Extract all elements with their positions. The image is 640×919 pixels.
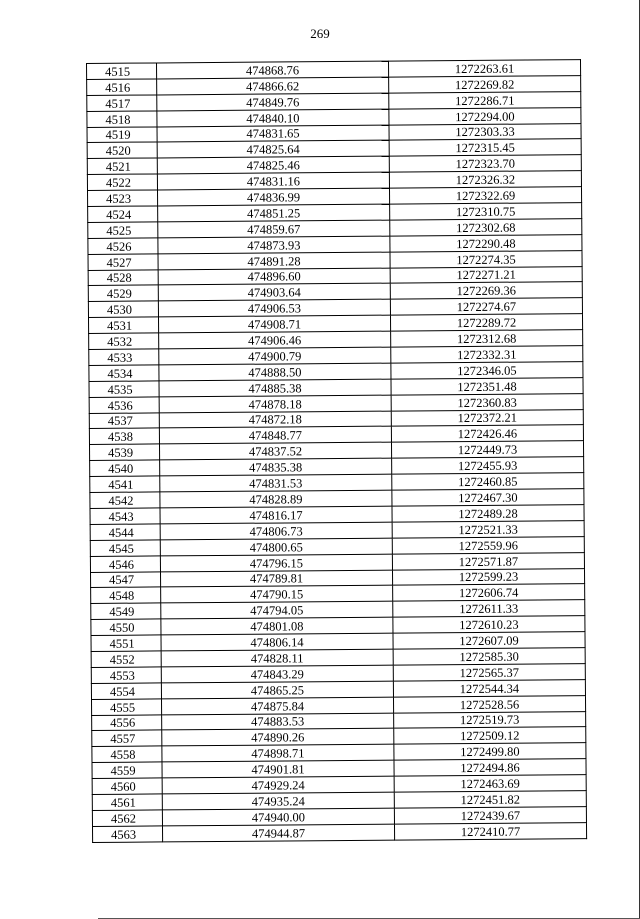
point-id-cell: 4542 — [90, 492, 160, 508]
x-coordinate-cell: 474865.25 — [161, 681, 393, 699]
x-coordinate-cell: 474831.53 — [160, 474, 392, 492]
page-number: 269 — [310, 26, 330, 41]
y-coordinate-cell: 1272269.36 — [390, 282, 582, 299]
y-coordinate-cell: 1272303.33 — [389, 123, 581, 140]
point-id-cell: 4529 — [88, 285, 158, 301]
x-coordinate-cell: 474885.38 — [159, 379, 391, 397]
y-coordinate-cell: 1272263.61 — [388, 60, 580, 77]
point-id-cell: 4546 — [90, 556, 160, 572]
y-coordinate-cell: 1272494.86 — [394, 759, 586, 776]
y-coordinate-cell: 1272326.32 — [389, 171, 581, 188]
x-coordinate-cell: 474883.53 — [162, 713, 394, 731]
point-id-cell: 4543 — [90, 508, 160, 524]
x-coordinate-cell: 474859.67 — [158, 220, 390, 238]
point-id-cell: 4540 — [90, 460, 160, 476]
point-id-cell: 4545 — [90, 540, 160, 556]
x-coordinate-cell: 474816.17 — [160, 506, 392, 524]
point-id-cell: 4521 — [87, 158, 157, 174]
point-id-cell: 4522 — [87, 174, 157, 190]
y-coordinate-cell: 1272499.80 — [394, 743, 586, 760]
x-coordinate-cell: 474906.46 — [159, 331, 391, 349]
x-coordinate-cell: 474831.16 — [157, 172, 389, 190]
point-id-cell: 4539 — [89, 444, 159, 460]
y-coordinate-cell: 1272360.83 — [391, 393, 583, 410]
y-coordinate-cell: 1272302.68 — [390, 219, 582, 236]
y-coordinate-cell: 1272606.74 — [393, 584, 585, 601]
x-coordinate-cell: 474866.62 — [157, 77, 389, 95]
x-coordinate-cell: 474800.65 — [160, 538, 392, 556]
y-coordinate-cell: 1272509.12 — [394, 727, 586, 744]
y-coordinate-cell: 1272346.05 — [391, 362, 583, 379]
y-coordinate-cell: 1272426.46 — [391, 425, 583, 442]
y-coordinate-cell: 1272521.33 — [392, 520, 584, 537]
point-id-cell: 4527 — [88, 254, 158, 270]
point-id-cell: 4537 — [89, 413, 159, 429]
y-coordinate-cell: 1272528.56 — [393, 695, 585, 712]
point-id-cell: 4559 — [92, 762, 162, 778]
y-coordinate-cell: 1272519.73 — [394, 711, 586, 728]
y-coordinate-cell: 1272607.09 — [393, 632, 585, 649]
x-coordinate-cell: 474790.15 — [161, 585, 393, 603]
point-id-cell: 4516 — [87, 79, 157, 95]
x-coordinate-cell: 474796.15 — [160, 554, 392, 572]
point-id-cell: 4561 — [92, 794, 162, 810]
point-id-cell: 4526 — [88, 238, 158, 254]
x-coordinate-cell: 474828.11 — [161, 649, 393, 667]
y-coordinate-cell: 1272544.34 — [393, 679, 585, 696]
point-id-cell: 4551 — [91, 635, 161, 651]
y-coordinate-cell: 1272599.23 — [392, 568, 584, 585]
point-id-cell: 4536 — [89, 397, 159, 413]
coordinate-table-body — [87, 60, 587, 842]
point-id-cell: 4548 — [91, 587, 161, 603]
point-id-cell: 4525 — [88, 222, 158, 238]
point-id-cell: 4541 — [90, 476, 160, 492]
x-coordinate-cell: 474789.81 — [160, 570, 392, 588]
point-id-cell: 4552 — [91, 651, 161, 667]
point-id-cell: 4557 — [92, 730, 162, 746]
y-coordinate-cell: 1272585.30 — [393, 648, 585, 665]
x-coordinate-cell: 474875.84 — [161, 697, 393, 715]
x-coordinate-cell: 474896.60 — [158, 268, 390, 286]
y-coordinate-cell: 1272351.48 — [391, 377, 583, 394]
y-coordinate-cell: 1272467.30 — [392, 489, 584, 506]
y-coordinate-cell: 1272274.67 — [390, 298, 582, 315]
y-coordinate-cell: 1272271.21 — [390, 266, 582, 283]
x-coordinate-cell: 474873.93 — [158, 236, 390, 254]
table-row — [92, 822, 586, 842]
point-id-cell: 4518 — [87, 111, 157, 127]
x-coordinate-cell: 474828.89 — [160, 490, 392, 508]
y-coordinate-cell: 1272449.73 — [391, 441, 583, 458]
point-id-cell: 4562 — [92, 810, 162, 826]
x-coordinate-cell: 474906.53 — [158, 299, 390, 317]
point-id-cell: 4524 — [88, 206, 158, 222]
point-id-cell: 4554 — [91, 683, 161, 699]
y-coordinate-cell: 1272451.82 — [394, 791, 586, 808]
x-coordinate-cell: 474848.77 — [159, 427, 391, 445]
coordinate-table — [86, 59, 587, 843]
point-id-cell: 4523 — [88, 190, 158, 206]
point-id-cell: 4531 — [89, 317, 159, 333]
x-coordinate-cell: 474944.87 — [162, 824, 394, 842]
y-coordinate-cell: 1272410.77 — [394, 822, 586, 839]
x-coordinate-cell: 474835.38 — [160, 458, 392, 476]
x-coordinate-cell: 474878.18 — [159, 395, 391, 413]
y-coordinate-cell: 1272290.48 — [390, 234, 582, 251]
y-coordinate-cell: 1272322.69 — [389, 187, 581, 204]
y-coordinate-cell: 1272323.70 — [389, 155, 581, 172]
point-id-cell: 4549 — [91, 603, 161, 619]
y-coordinate-cell: 1272460.85 — [392, 473, 584, 490]
y-coordinate-cell: 1272565.37 — [393, 663, 585, 680]
x-coordinate-cell: 474840.10 — [157, 109, 389, 127]
point-id-cell: 4558 — [92, 746, 162, 762]
y-coordinate-cell: 1272315.45 — [389, 139, 581, 156]
y-coordinate-cell: 1272610.23 — [393, 616, 585, 633]
x-coordinate-cell: 474890.26 — [162, 729, 394, 747]
point-id-cell: 4544 — [90, 524, 160, 540]
x-coordinate-cell: 474872.18 — [159, 411, 391, 429]
x-coordinate-cell: 474825.64 — [157, 141, 389, 159]
point-id-cell: 4519 — [87, 127, 157, 143]
x-coordinate-cell: 474849.76 — [157, 93, 389, 111]
x-coordinate-cell: 474891.28 — [158, 252, 390, 270]
x-coordinate-cell: 474935.24 — [162, 792, 394, 810]
y-coordinate-cell: 1272289.72 — [390, 314, 582, 331]
x-coordinate-cell: 474831.65 — [157, 125, 389, 143]
x-coordinate-cell: 474888.50 — [159, 363, 391, 381]
x-coordinate-cell: 474900.79 — [159, 347, 391, 365]
y-coordinate-cell: 1272559.96 — [392, 536, 584, 553]
point-id-cell: 4550 — [91, 619, 161, 635]
point-id-cell: 4538 — [89, 428, 159, 444]
y-coordinate-cell: 1272611.33 — [393, 600, 585, 617]
point-id-cell: 4534 — [89, 365, 159, 381]
x-coordinate-cell: 474801.08 — [161, 617, 393, 635]
point-id-cell: 4533 — [89, 349, 159, 365]
point-id-cell: 4556 — [92, 714, 162, 730]
x-coordinate-cell: 474908.71 — [158, 315, 390, 333]
point-id-cell: 4528 — [88, 270, 158, 286]
coordinate-table-container — [86, 59, 586, 842]
y-coordinate-cell: 1272463.69 — [394, 775, 586, 792]
x-coordinate-cell: 474836.99 — [158, 188, 390, 206]
y-coordinate-cell: 1272571.87 — [392, 552, 584, 569]
point-id-cell: 4530 — [88, 301, 158, 317]
y-coordinate-cell: 1272269.82 — [389, 76, 581, 93]
point-id-cell: 4517 — [87, 95, 157, 111]
x-coordinate-cell: 474898.71 — [162, 744, 394, 762]
y-coordinate-cell: 1272312.68 — [391, 330, 583, 347]
point-id-cell: 4555 — [91, 699, 161, 715]
x-coordinate-cell: 474903.64 — [158, 284, 390, 302]
x-coordinate-cell: 474837.52 — [159, 442, 391, 460]
y-coordinate-cell: 1272310.75 — [390, 203, 582, 220]
y-coordinate-cell: 1272294.00 — [389, 107, 581, 124]
point-id-cell: 4520 — [87, 142, 157, 158]
y-coordinate-cell: 1272439.67 — [394, 806, 586, 823]
y-coordinate-cell: 1272455.93 — [392, 457, 584, 474]
y-coordinate-cell: 1272332.31 — [391, 346, 583, 363]
y-coordinate-cell: 1272489.28 — [392, 505, 584, 522]
y-coordinate-cell: 1272286.71 — [389, 91, 581, 108]
x-coordinate-cell: 474806.73 — [160, 522, 392, 540]
x-coordinate-cell: 474843.29 — [161, 665, 393, 683]
y-coordinate-cell: 1272274.35 — [390, 250, 582, 267]
point-id-cell: 4515 — [87, 63, 157, 79]
point-id-cell: 4547 — [90, 571, 160, 587]
point-id-cell: 4535 — [89, 381, 159, 397]
x-coordinate-cell: 474929.24 — [162, 776, 394, 794]
x-coordinate-cell: 474868.76 — [157, 61, 389, 79]
x-coordinate-cell: 474806.14 — [161, 633, 393, 651]
point-id-cell: 4553 — [91, 667, 161, 683]
x-coordinate-cell: 474825.46 — [157, 156, 389, 174]
y-coordinate-cell: 1272372.21 — [391, 409, 583, 426]
x-coordinate-cell: 474901.81 — [162, 760, 394, 778]
point-id-cell: 4563 — [92, 826, 162, 842]
x-coordinate-cell: 474794.05 — [161, 601, 393, 619]
point-id-cell: 4532 — [89, 333, 159, 349]
x-coordinate-cell: 474851.25 — [158, 204, 390, 222]
x-coordinate-cell: 474940.00 — [162, 808, 394, 826]
point-id-cell: 4560 — [92, 778, 162, 794]
